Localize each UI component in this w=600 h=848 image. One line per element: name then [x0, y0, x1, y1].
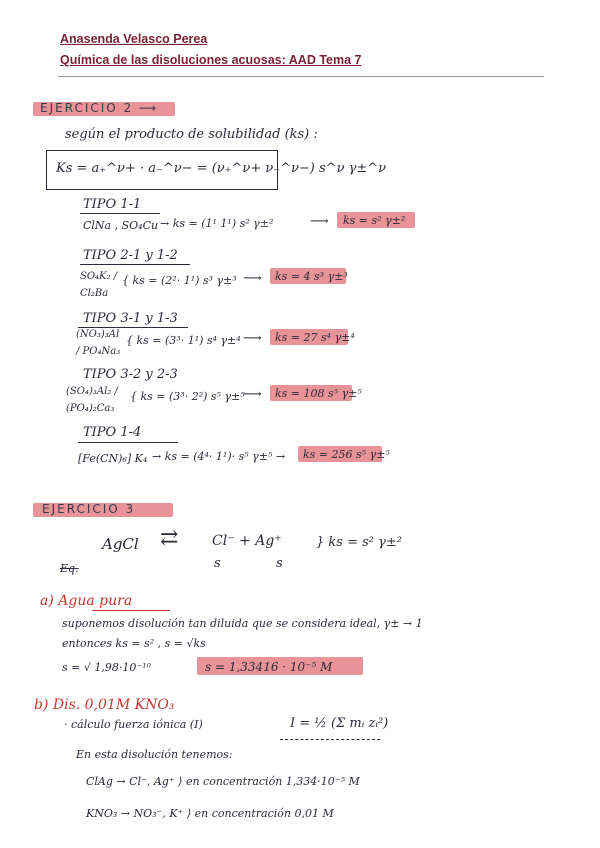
part-a-result: s = 1,33416 · 10⁻⁵ M [205, 660, 333, 674]
part-b-line4: KNO₃ → NO₃⁻, K⁺ ⟩ en concentración 0,01 M [86, 807, 334, 820]
part-a-underline [92, 610, 170, 611]
equilibrium-label: Eq. [60, 562, 79, 575]
type-3-salts: (NO₃)₃Al / PO₄Na₃ [76, 329, 121, 357]
ionic-strength-formula: I = ½ (Σ mᵢ zᵢ²) [290, 716, 389, 731]
type-3-result: ks = 27 s⁴ γ±⁴ [275, 331, 355, 344]
type-1-underline [80, 213, 160, 214]
part-b-line1: · cálculo fuerza iónica (I) [64, 718, 203, 731]
type-4-arrow: ⟶ [243, 387, 262, 402]
type-2-title: TIPO 2-1 y 1-2 [83, 248, 178, 263]
ks-relation: } ks = s² γ±² [316, 535, 402, 550]
ex3-label: EJERCICIO 3 [42, 502, 136, 516]
part-a-line1: suponemos disolución tan diluida que se considera ideal, γ± → 1 [62, 617, 423, 630]
equilibrium-arrows: ⇄ [160, 526, 179, 551]
type-5-expr: → ks = (4⁴· 1¹)· s⁵ γ±⁵ → [152, 450, 286, 463]
type-4-salts: (SO₄)₃Al₂ / (PO₄)₂Ca₃ [66, 386, 118, 414]
reaction-reactant: AgCl [102, 535, 139, 553]
ex2-intro: según el producto de solubilidad (ks) : [65, 127, 318, 142]
part-b-line2: En esta disolución tenemos: [76, 748, 233, 761]
type-3-arrow: ⟶ [243, 331, 262, 346]
ex2-label: EJERCICIO 2 ⟶ [40, 101, 159, 115]
type-2-salts: SO₄K₂ / Cl₂Ba [80, 271, 118, 299]
part-a-title: a) Agua pura [40, 593, 133, 609]
header-divider [58, 76, 544, 77]
type-1-expr: → ks = (1¹ 1¹) s² γ±² [160, 217, 274, 230]
type-1-salts: ClNa , SO₄Cu [83, 219, 159, 232]
concentration-ag: s [276, 556, 283, 571]
type-5-title: TIPO 1-4 [83, 425, 142, 440]
part-a-line2: entonces ks = s² , s = √ks [62, 637, 206, 650]
type-5-underline [78, 442, 178, 443]
type-5-salts: [Fe(CN)₆] K₄ [78, 452, 148, 465]
part-b-line3: ClAg → Cl⁻, Ag⁺ ⟩ en concentración 1,334·10⁻⁵ M [86, 775, 360, 788]
document-subject: Química de las disoluciones acuosas: AAD Tema 7 [60, 53, 362, 67]
type-3-title: TIPO 3-1 y 1-3 [83, 311, 178, 326]
type-1-title: TIPO 1-1 [83, 197, 142, 212]
part-b-title: b) Dis. 0,01M KNO₃ [34, 697, 175, 713]
author-name: Anasenda Velasco Perea [60, 32, 208, 46]
type-2-result: ks = 4 s³ γ±³ [275, 270, 348, 283]
type-4-title: TIPO 3-2 y 2-3 [83, 367, 178, 382]
reaction-products: Cl⁻ + Ag⁺ [212, 533, 282, 549]
concentration-cl: s [214, 556, 221, 571]
type-4-expr: { ks = (3³· 2²) s⁵ γ±⁵ [130, 390, 245, 403]
ionic-strength-underline [280, 739, 380, 740]
type-2-underline [80, 264, 190, 265]
type-1-arrow: ⟶ [310, 214, 329, 229]
type-3-expr: { ks = (3³· 1¹) s⁴ γ±⁴ [126, 334, 241, 347]
ks-formula: Ks = a₊^ν+ · a₋^ν− = (ν₊^ν+ ν₋^ν−) s^ν γ±^ν [56, 161, 387, 176]
type-5-result: ks = 256 s⁵ γ±⁵ [303, 448, 390, 461]
type-1-result: ks = s² γ±² [343, 214, 406, 227]
part-a-line3: s = √ 1,98·10⁻¹⁰ [62, 661, 151, 674]
type-2-expr: { ks = (2²· 1¹) s³ γ±³ [122, 274, 237, 287]
type-2-arrow: ⟶ [243, 271, 262, 286]
type-4-result: ks = 108 s⁵ γ±⁵ [275, 387, 362, 400]
